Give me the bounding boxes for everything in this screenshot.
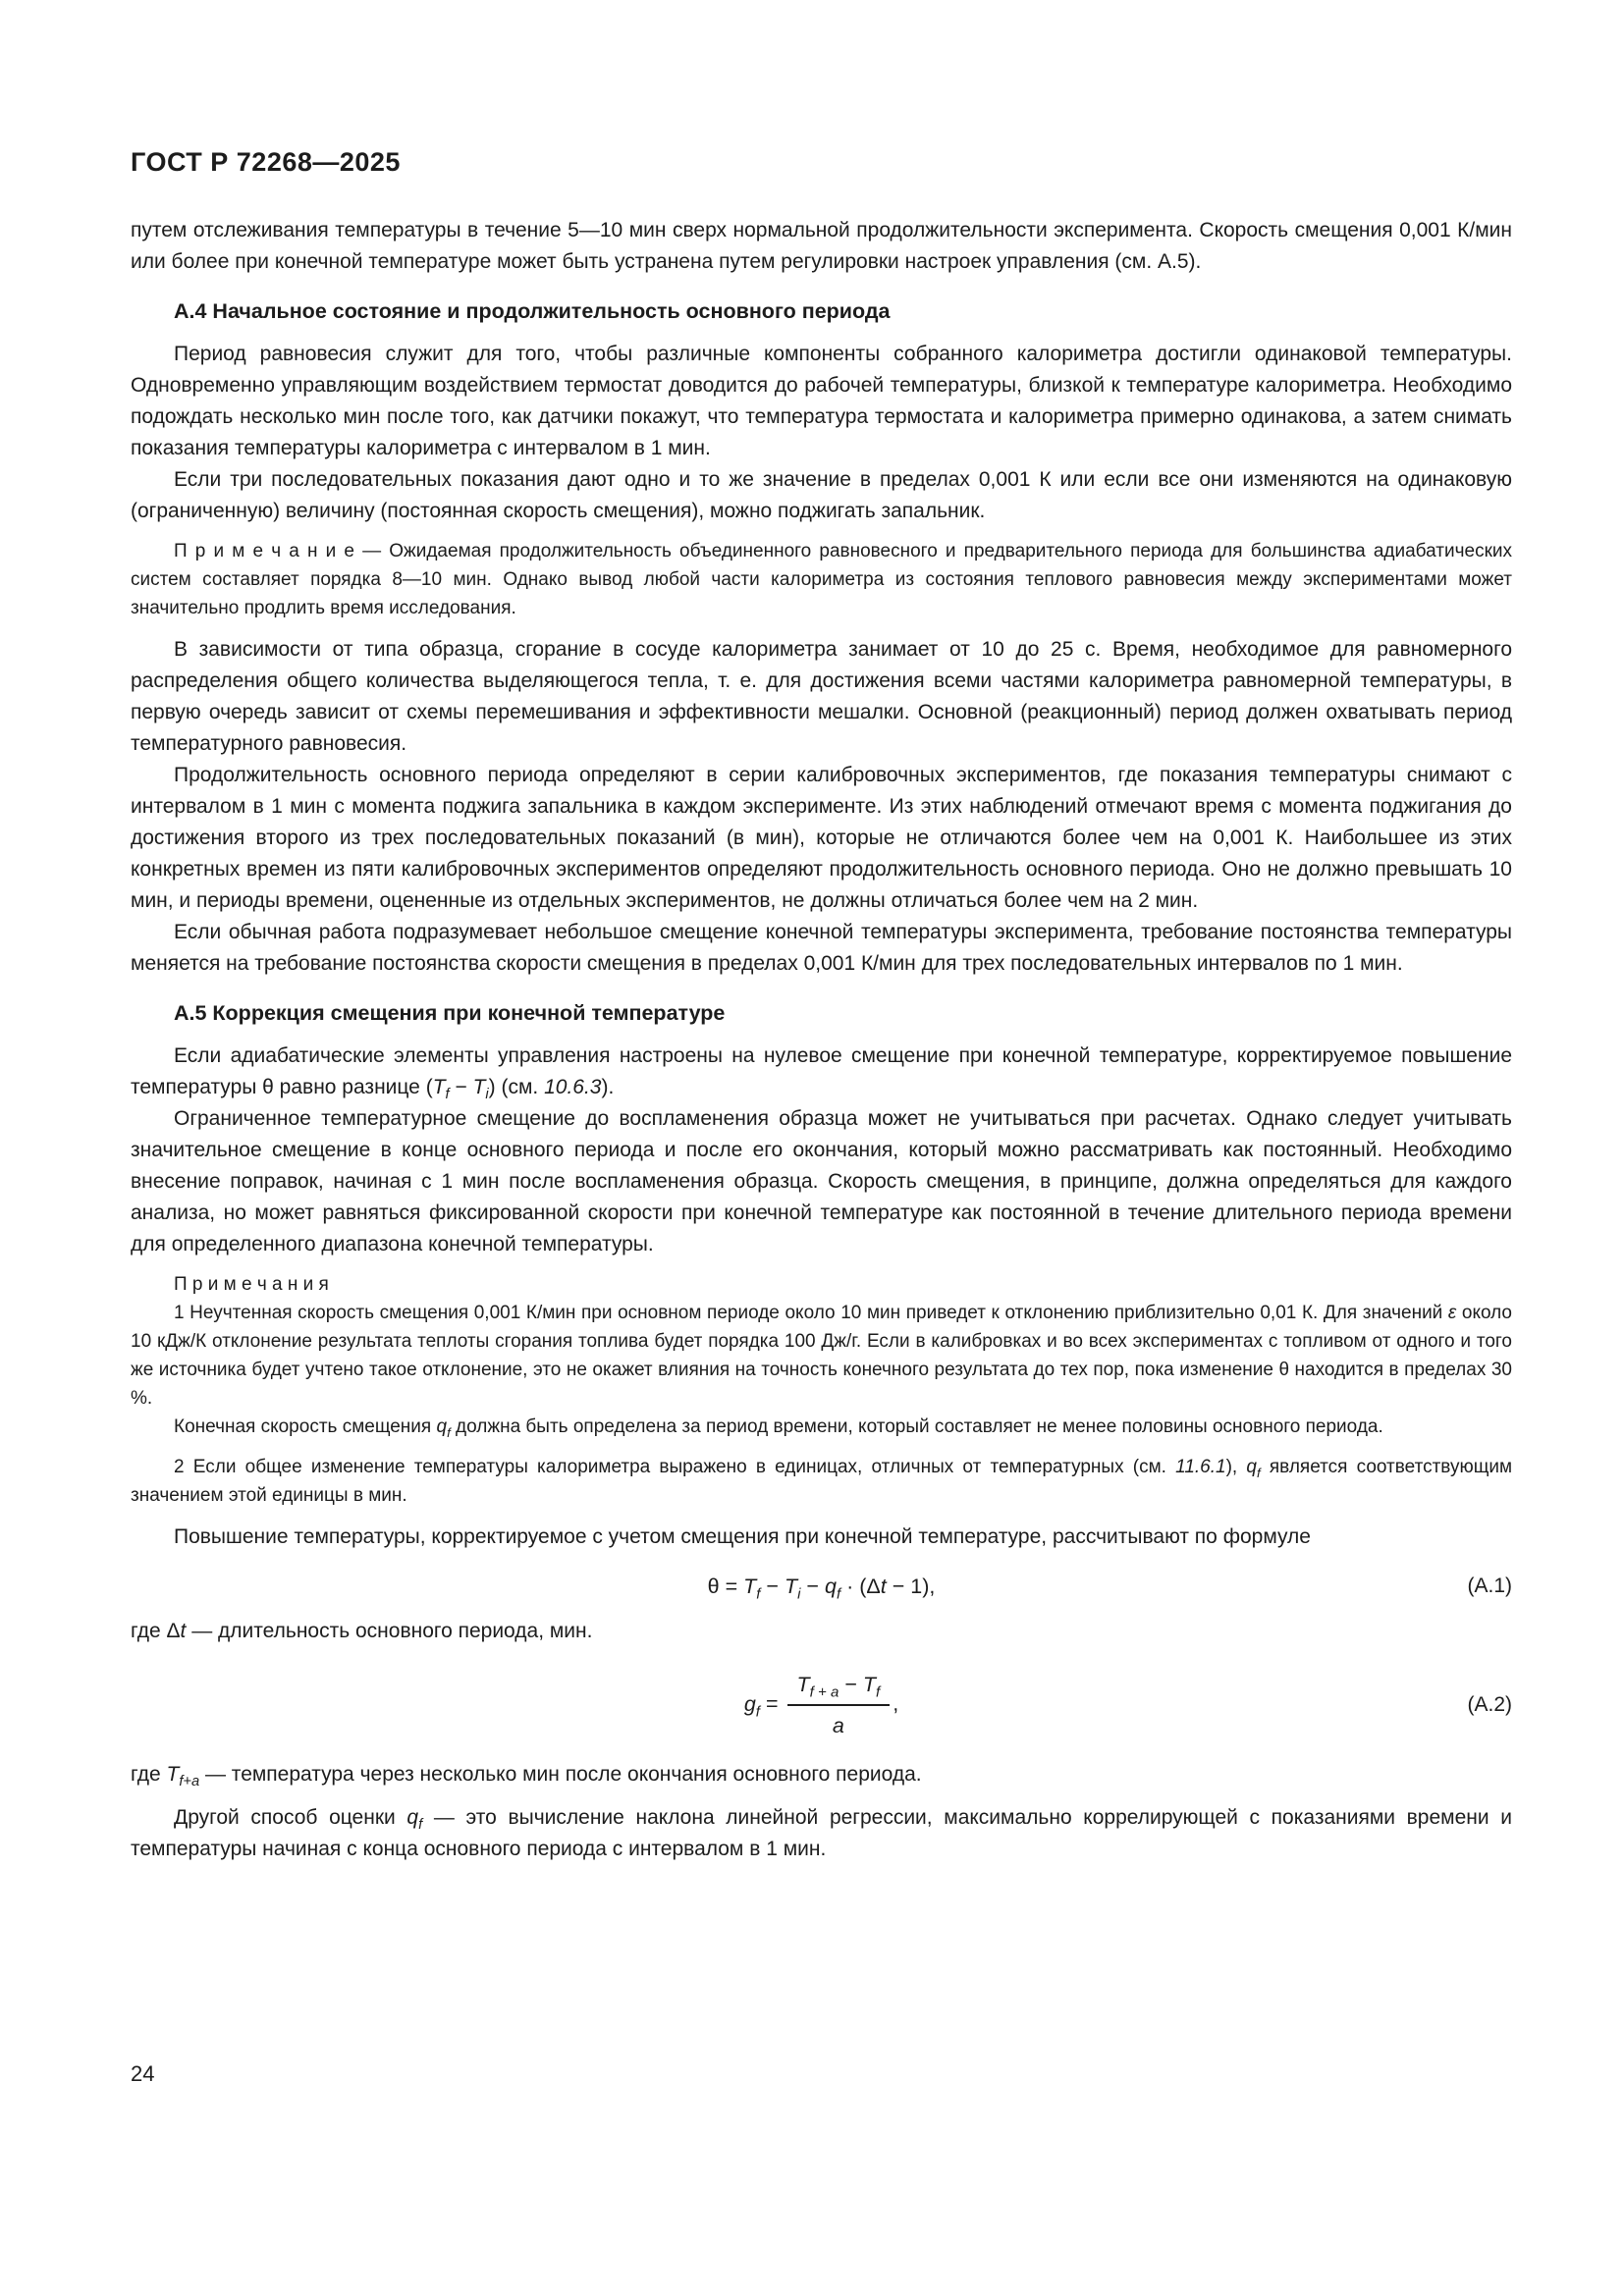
notes-label: П р и м е ч а н и я — [174, 1274, 329, 1295]
formula-a2 — [131, 1669, 1512, 1741]
formula-a2-comma: , — [893, 1691, 899, 1716]
where-clause-a1: где Δt — длительность основного периода, мин. — [131, 1620, 593, 1642]
paragraph: Если адиабатические элементы управления настроены на нулевое смещение при конечной температуре, корректируемое повышение температуры θ равно разнице $(T_f - T_i)$ (см. 10.6.3). — [131, 1044, 1512, 1103]
section-heading-a5: А.5 Коррекция смещения при конечной температуре — [174, 1001, 726, 1025]
fraction-denominator: a — [832, 1714, 844, 1737]
paragraph: Ограниченное температурное смещение до воспламенения образца может не учитываться при расчетах. Однако следует учитывать значительное смещение в конце основного периода и после его окончания, который можно рассматривать как постоянный. Необходимо внесение поправок, начиная с 1 мин после воспламенения образца. Скорость смещения, в принципе, должна определяться для каждого анализа, но может равняться фиксированной скорости при конечной температуре как постоянной в течение длительного периода времени для определенного диапазона конечной температуры. — [131, 1107, 1512, 1255]
page-number: 24 — [131, 2061, 155, 2086]
formula-a1-expression: $\theta = T_f - T_i - q_f \cdot (\Delta t - 1)$, — [707, 1575, 936, 1603]
paragraph: Если обычная работа подразумевает небольшое смещение конечной температуры эксперимента, требование постоянства температуры меняется на требование постоянства скорости смещения в пределах 0,001 К/мин для трех последовательных интервалов по 1 мин. — [131, 921, 1512, 975]
formula-a1 — [131, 1571, 1512, 1602]
where-clause-a2: где $T_{f+a}$ — температура через несколько мин после окончания основного периода. — [131, 1763, 922, 1790]
note-item-2: 2 Если общее изменение температуры калориметра выражено в единицах, отличных от температурных (см. 11.6.1), $q_f$ является соответствующим значением этой единицы в мин. — [131, 1457, 1513, 1506]
note-item-1: 1 Неучтенная скорость смещения 0,001 К/мин при основном периоде около 10 мин приведет к отклонению приблизительно 0,01 К. Для значений ε около 10 кДж/К отклонение результата теплоты сгорания топлива будет порядка 100 Дж/г. Если в калибровках и во всех экспериментах с топливом от одного и того же источника будет учтено такое отклонение, это не окажет влияния на точность конечного результата до тех пор, пока изменение θ находится в пределах 30 %. — [131, 1303, 1512, 1409]
equation-number-a2: (А.2) — [1467, 1693, 1512, 1716]
fraction — [787, 1669, 891, 1741]
equation-number-a1: (А.1) — [1467, 1575, 1512, 1597]
paragraph-last: Другой способ оценки $q_f$ — это вычисление наклона линейной регрессии, максимально коррелирующей с показаниями времени и температуры начиная с конца основного периода с интервалом в 1 мин. — [131, 1806, 1512, 1860]
notes-block — [131, 1270, 1512, 1510]
note-paragraph: П р и м е ч а н и е — Ожидаемая продолжительность объединенного равновесного и предварительного периода для большинства адиабатических систем составляет порядка 8—10 мин. Однако вывод любой части калориметра из состояния теплового равновесия между экспериментами может значительно продлить время исследования. — [131, 541, 1512, 618]
paragraph: Если три последовательных показания дают одно и то же значение в пределах 0,001 К или если все они изменяются на одинаковую (ограниченную) величину (постоянная скорость смещения), можно поджигать запальник. — [131, 468, 1512, 522]
paragraph: В зависимости от типа образца, сгорание в сосуде калориметра занимает от 10 до 25 с. Время, необходимое для равномерного распределения общего количества выделяющегося тепла, т. е. для достижения всеми частями калориметра равномерной температуры, в первую очередь зависит от схемы перемешивания и эффективности мешалки. Основной (реакционный) период должен охватывать период температурного равновесия. — [131, 638, 1512, 755]
fraction-numerator: $T_{f + a} - T_f$ — [787, 1669, 891, 1706]
paragraph: Период равновесия служит для того, чтобы различные компоненты собранного калориметра достигли одинаковой температуры. Одновременно управляющим воздействием термостат доводится до рабочей температуры, близкой к температуре калориметра. Необходимо подождать несколько мин после того, как датчики покажут, что температура термостата и калориметра примерно одинакова, а затем снимать показания температуры калориметра с интервалом в 1 мин. — [131, 343, 1512, 459]
section-heading-a4: А.4 Начальное состояние и продолжительность основного периода — [174, 299, 891, 323]
running-header: ГОСТ Р 72268—2025 — [131, 147, 401, 177]
paragraph-continued: путем отслеживания температуры в течение 5—10 мин сверх нормальной продолжительности эксперимента. Скорость смещения 0,001 К/мин или более при конечной температуре может быть устранена путем регулировки настроек управления (см. А.5). — [131, 219, 1512, 273]
note-item-1b: Конечная скорость смещения $q_f$ должна быть определена за период времени, который составляет не менее половины основного периода. — [174, 1416, 1383, 1440]
paragraph: Продолжительность основного периода определяют в серии калибровочных экспериментов, где показания температуры снимают с интервалом в 1 мин с момента поджига запальника в каждом эксперименте. Из этих наблюдений отмечают время с момента поджигания до достижения второго из трех последовательных показаний (в мин), которые не отличаются более чем на 0,001 К. Наибольшее из этих конкретных времен из пяти калибровочных экспериментов определяют продолжительность основного периода. Оно не должно превышать 10 мин, и периоды времени, оцененные из отдельных экспериментов, не должны отличаться более чем на 2 мин. — [131, 764, 1512, 912]
formula-a2-lhs: $g_f$ = — [743, 1691, 785, 1720]
formula-intro-paragraph: Повышение температуры, корректируемое с учетом смещения при конечной температуре, рассчитывают по формуле — [174, 1525, 1311, 1548]
